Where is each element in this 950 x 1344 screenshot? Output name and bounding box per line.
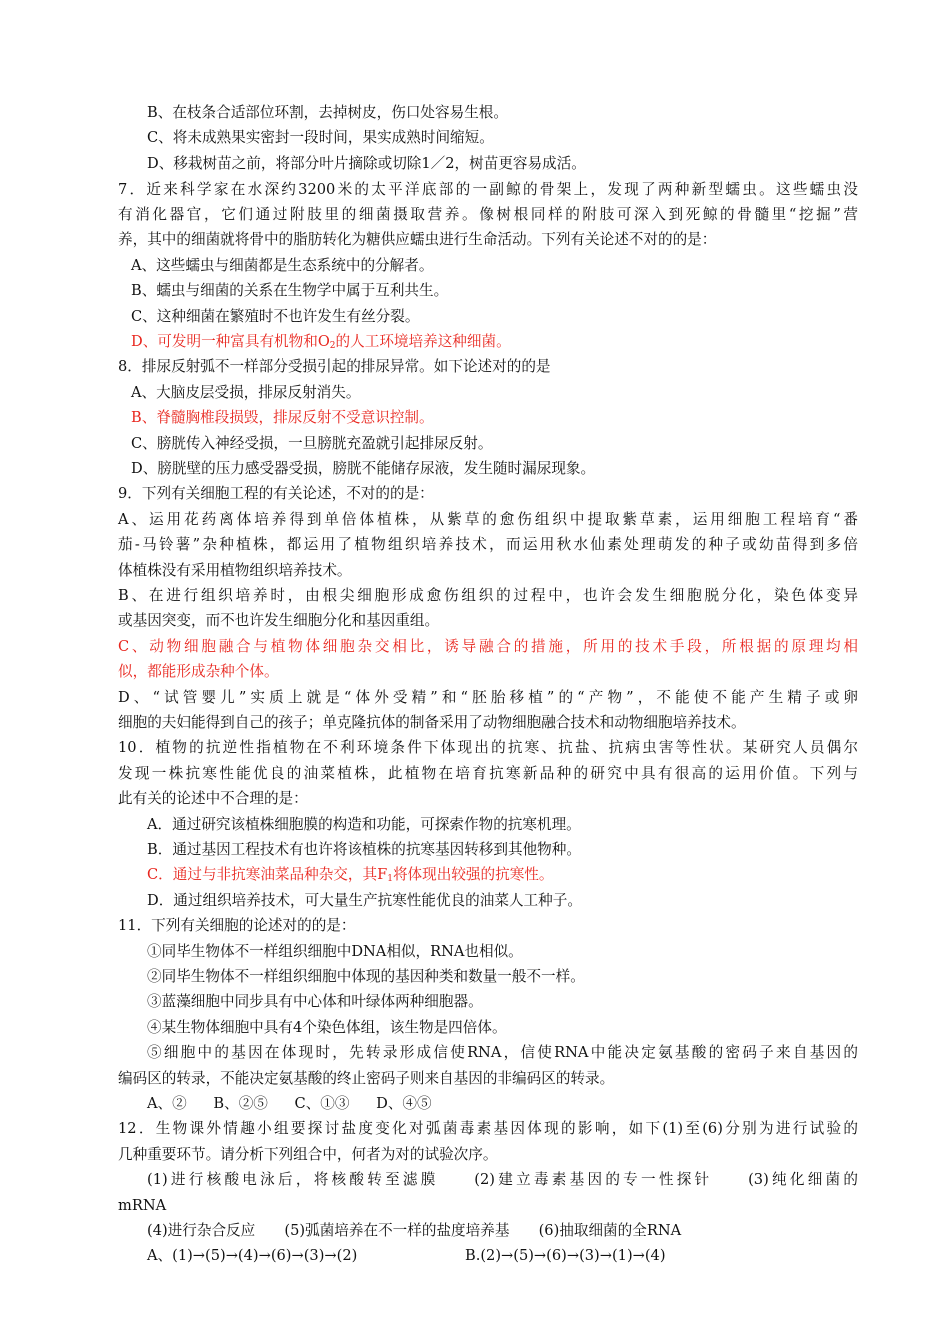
q11-item-5-line2: 编码区的转录，不能决定氨基酸的终止密码子则来自基因的非编码区的转录。 [118, 1070, 615, 1087]
q11-item-2: ②同毕生物体不一样组织细胞中体现的基因种类和数量一般不一样。 [147, 968, 585, 985]
q11-option-a: A、② [147, 1095, 187, 1112]
q11-options [147, 1094, 432, 1114]
q10-option-d: D．通过组织培养技术，可大量生产抗寒性能优良的油菜人工种子。 [147, 892, 582, 909]
q10-stem-line2: 发现一株抗寒性能优良的油菜植株，此植物在培育抗寒新品种的研究中具有很高的运用价值。下列与 [118, 765, 858, 782]
q9-option-a-line3: 体植株没有采用植物组织培养技术。 [118, 562, 352, 579]
q9-option-d-line2: 细胞的夫妇能得到自己的孩子；单克隆抗体的制备采用了动物细胞融合技术和动物细胞培养技术。 [118, 714, 746, 731]
q6-option-b: B、在枝条合适部位环割，去掉树皮，伤口处容易生根。 [147, 104, 508, 121]
q8-option-c: C、膀胱传入神经受损，一旦膀胱充盈就引起排尿反射。 [131, 435, 493, 452]
q7-option-c: C、这种细菌在繁殖时不也许发生有丝分裂。 [131, 308, 420, 325]
q12-stem-line2: 几种重要环节。请分析下列组合中，何者为对的试验次序。 [118, 1146, 498, 1163]
q12-stem-line1: 12．生物课外情趣小组要探讨盐度变化对弧菌毒素基因体现的影响，如下(1)至(6)分别为进行试验的 [118, 1120, 858, 1137]
q11-item-5-line1: ⑤细胞中的基因在体现时，先转录形成信使RNA，信使RNA中能决定氨基酸的密码子来自基因的 [147, 1044, 858, 1061]
q7-stem-line3: 养，其中的细菌就将骨中的脂肪转化为糖供应蠕虫进行生命活动。下列有关论述不对的的是： [118, 231, 717, 248]
q7-stem-line2: 有消化器官，它们通过附肢里的细菌摄取营养。像树根同样的附肢可深入到死鲸的骨髓里“挖掘”营 [118, 206, 858, 223]
q11-item-1: ①同毕生物体不一样组织细胞中DNA相似，RNA也相似。 [147, 943, 523, 960]
q10-option-c-answer: C．通过与非抗寒油菜品种杂交，其$F_1$将体现出较强的抗寒性。 [147, 866, 554, 884]
q9-stem: 9．下列有关细胞工程的有关论述，不对的的是： [118, 485, 434, 502]
q9-option-b-line1: B、在进行组织培养时，由根尖细胞形成愈伤组织的过程中，也许会发生细胞脱分化，染色体变异 [118, 587, 858, 604]
q11-item-4: ④某生物体细胞中具有4个染色体组，该生物是四倍体。 [147, 1019, 507, 1036]
q7-stem-line1: 7．近来科学家在水深约3200米的太平洋底部的一副鲸的骨架上，发现了两种新型蠕虫。这些蠕虫没 [118, 181, 858, 198]
q6-option-c: C、将未成熟果实密封一段时间，果实成熟时间缩短。 [147, 129, 494, 146]
q9-option-b-line2: 或基因突变，而不也许发生细胞分化和基因重组。 [118, 612, 440, 629]
q9-option-d-line1: D、“试管婴儿”实质上就是“体外受精”和“胚胎移植”的“产物”，不能使不能产生精子或卵 [118, 689, 858, 706]
q8-stem: 8．排尿反射弧不一样部分受损引起的排尿异常。如下论述对的的是 [118, 358, 551, 375]
q11-option-b: B、②⑤ [213, 1095, 268, 1112]
q11-option-d: D、④⑤ [376, 1095, 432, 1112]
q8-option-d: D、膀胱壁的压力感受器受损，膀胱不能储存尿液，发生随时漏尿现象。 [131, 460, 596, 477]
q11-item-3: ③蓝藻细胞中同步具有中心体和叶绿体两种细胞器。 [147, 993, 483, 1010]
q9-option-c-answer-line1: C、动物细胞融合与植物体细胞杂交相比，诱导融合的措施，所用的技术手段，所根据的原理均相 [118, 638, 858, 655]
q10-stem-line3: 此有关的论述中不合理的是： [118, 790, 308, 807]
q9-option-a-line2: 茄-马铃薯”杂种植株，都运用了植物组织培养技术，而运用秋水仙素处理萌发的种子或幼苗得到多倍 [118, 536, 858, 553]
q12-steps-line2: mRNA [118, 1197, 167, 1214]
q7-option-d-answer: D、可发明一种富具有机物和$O_2$的人工环境培养这种细菌。 [131, 333, 511, 351]
q7-option-a: A、这些蠕虫与细菌都是生态系统中的分解者。 [131, 257, 434, 274]
q12-option-a: A、(1)→(5)→(4)→(6)→(3)→(2) [147, 1247, 358, 1264]
q8-option-b-answer: B、脊髓胸椎段损毁，排尿反射不受意识控制。 [131, 409, 434, 426]
q12-steps-line3: (4)进行杂合反应 (5)弧菌培养在不一样的盐度培养基 (6)抽取细菌的全RNA [147, 1222, 682, 1239]
q10-stem-line1: 10．植物的抗逆性指植物在不利环境条件下体现出的抗寒、抗盐、抗病虫害等性状。某研究人员偶尔 [118, 739, 858, 756]
q12-steps-line1: (1)进行核酸电泳后，将核酸转至滤膜 (2)建立毒素基因的专一性探针 (3)纯化细菌的 [147, 1171, 858, 1188]
q7-option-b: B、蠕虫与细菌的关系在生物学中属于互利共生。 [131, 282, 449, 299]
q9-option-a-line1: A、运用花药离体培养得到单倍体植株，从紫草的愈伤组织中提取紫草素，运用细胞工程培育“番 [118, 511, 858, 528]
q11-stem: 11．下列有关细胞的论述对的的是： [118, 917, 356, 934]
q12-option-b: B.(2)→(5)→(6)→(3)→(1)→(4) [465, 1247, 666, 1264]
q8-option-a: A、大脑皮层受损，排尿反射消失。 [131, 384, 361, 401]
q10-option-a: A．通过研究该植株细胞膜的构造和功能，可探索作物的抗寒机理。 [147, 816, 581, 833]
q11-option-c: C、①③ [294, 1095, 350, 1112]
q9-option-c-answer-line2: 似，都能形成杂种个体。 [118, 663, 279, 680]
q6-option-d: D、移栽树苗之前，将部分叶片摘除或切除1／2，树苗更容易成活。 [147, 155, 586, 172]
q10-option-b: B．通过基因工程技术有也许将该植株的抗寒基因转移到其他物种。 [147, 841, 581, 858]
